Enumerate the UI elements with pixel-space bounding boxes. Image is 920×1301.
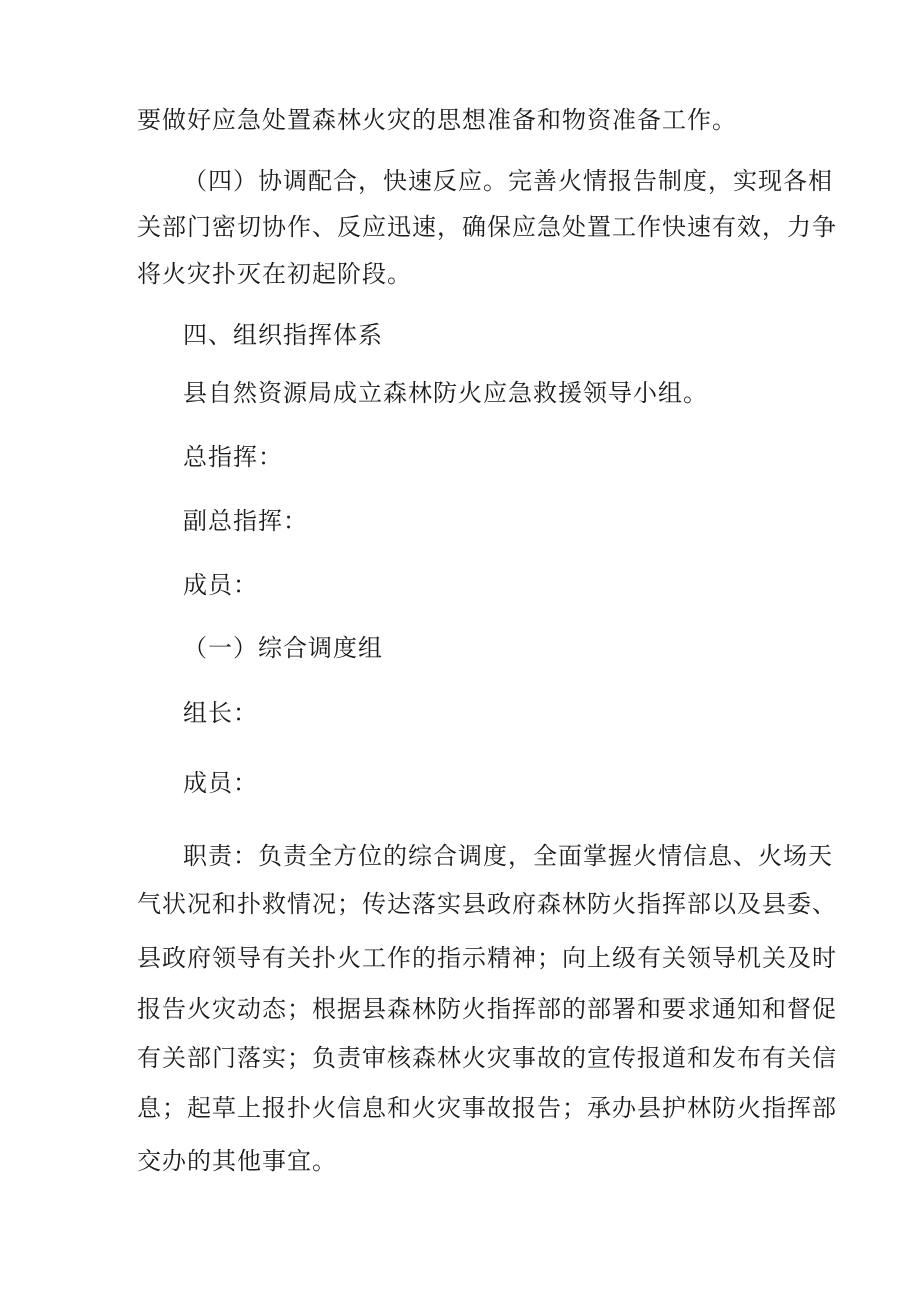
text-line: 有关部门落实；负责审核森林火灾事故的宣传报道和发布有关信	[137, 1044, 837, 1072]
text-line: 县政府领导有关扑火工作的指示精神；向上级有关领导机关及时	[137, 944, 837, 972]
text-line: 要做好应急处置森林火灾的思想准备和物资准备工作。	[137, 106, 737, 134]
subsection-heading: （一）综合调度组	[183, 634, 383, 662]
text-line: 关部门密切协作、反应迅速，确保应急处置工作快速有效，力争	[137, 213, 837, 241]
text-line: 报告火灾动态；根据县森林防火指挥部的部署和要求通知和督促	[137, 995, 837, 1023]
paragraph-heading: （四）协调配合，快速反应。完善火情报告制度，实现各相	[183, 167, 833, 195]
section-heading: 四、组织指挥体系	[183, 321, 383, 349]
text-line: 县自然资源局成立森林防火应急救援领导小组。	[183, 379, 708, 407]
text-line: 将火灾扑灭在初起阶段。	[137, 260, 412, 288]
text-line: 气状况和扑救情况；传达落实县政府森林防火指挥部以及县委、	[137, 890, 837, 918]
text-line: 息；起草上报扑火信息和火灾事故报告；承办县护林防火指挥部	[137, 1094, 837, 1122]
label-members: 成员：	[183, 571, 258, 599]
label-commander: 总指挥：	[183, 443, 283, 471]
label-members: 成员：	[183, 769, 258, 797]
text-line: 交办的其他事宜。	[137, 1147, 337, 1175]
label-group-leader: 组长：	[183, 699, 258, 727]
label-deputy-commander: 副总指挥：	[183, 507, 308, 535]
text-line: 职责：负责全方位的综合调度，全面掌握火情信息、火场天	[183, 842, 833, 870]
